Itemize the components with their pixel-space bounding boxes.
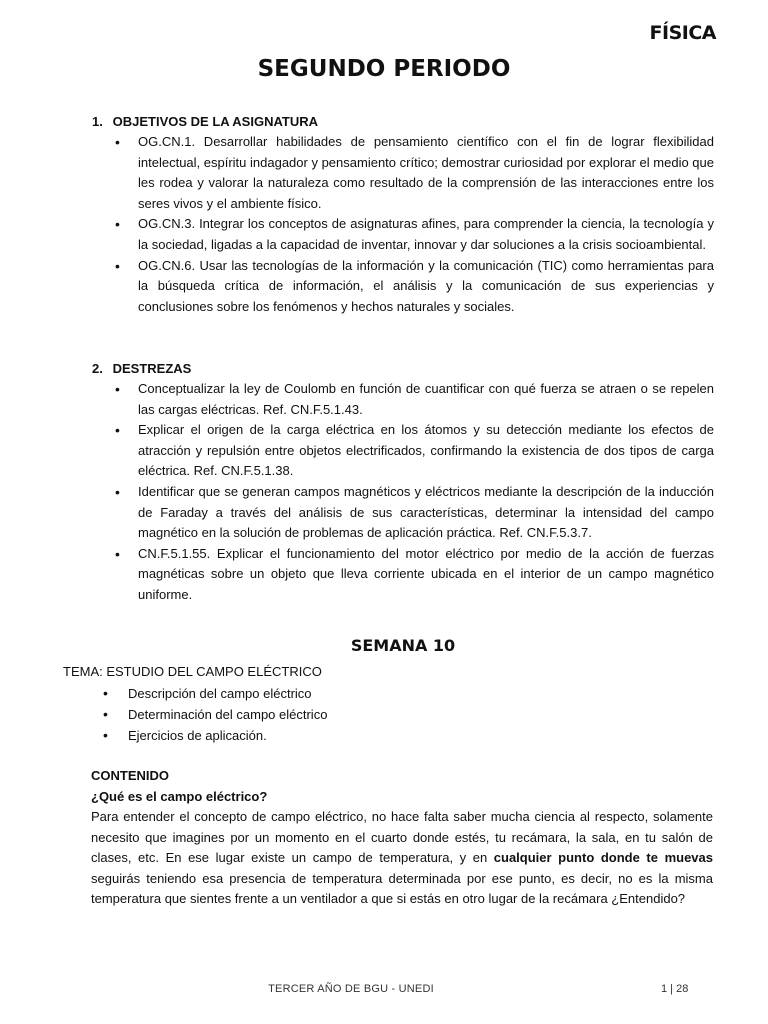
destrezas-list [92, 379, 714, 606]
objetivos-section [92, 112, 714, 317]
objetivos-heading: 1. OBJETIVOS DE LA ASIGNATURA [92, 114, 318, 129]
list-item: • OG.CN.3. Integrar los conceptos de asignaturas afines, para comprender la ciencia, la tecnología y la sociedad, ligadas a la capacidad de inventar, innovar y dar soluciones a la crisis socioambiental. [92, 214, 714, 255]
list-item: • Explicar el origen de la carga eléctrica en los átomos y su detección mediante los efectos de atracción y repulsión entre objetos electrificados, confirmando la existencia de dos tipos de carga eléctrica. Ref. CN.F.5.1.38. [92, 420, 714, 482]
list-item: • CN.F.5.1.55. Explicar el funcionamiento del motor eléctrico por medio de la acción de fuerzas magnéticas sobre un objeto que lleva corriente ubicada en el interior de un campo magnético uniforme. [92, 544, 714, 606]
tema-heading: TEMA: ESTUDIO DEL CAMPO ELÉCTRICO [63, 664, 322, 679]
destrezas-section [92, 359, 714, 606]
contenido-paragraph: Para entender el concepto de campo eléctrico, no hace falta saber mucha ciencia al respecto, solamente necesito que imagines por un momento en el cuarto donde estés, tu recámara, la sala, en tu salón de clases, etc. En ese lugar existe un campo de temperatura, y en cualquier punto donde te muevas seguirás teniendo esa presencia de temperatura determinada por ese punto, es decir, no es la misma temperatura que sientes frente a un ventilador a que si estás en otro lugar de la recámara ¿Entendido? [91, 809, 713, 907]
objetivos-list [92, 132, 714, 317]
contenido-heading: CONTENIDO [91, 768, 169, 783]
contenido-section [91, 766, 713, 910]
footer-text: TERCER AÑO DE BGU - UNEDI [268, 983, 434, 995]
list-item: • Determinación del campo eléctrico [82, 704, 327, 725]
list-item: • Identificar que se generan campos magnéticos y eléctricos mediante la descripción de la inducción de Faraday a través del análisis de sus características, determinar la intensidad del campo magnético en la solución de problemas de aplicación práctica. Ref. CN.F.5.3.7. [92, 482, 714, 544]
list-item: • Conceptualizar la ley de Coulomb en función de cuantificar con qué fuerza se atraen o se repelen las cargas eléctricas. Ref. CN.F.5.1.43. [92, 379, 714, 420]
subject-header: FÍSICA [649, 22, 716, 44]
destrezas-heading: 2. DESTREZAS [92, 361, 192, 376]
list-item: • Descripción del campo eléctrico [82, 683, 327, 704]
list-item: • Ejercicios de aplicación. [82, 725, 327, 746]
list-item: • OG.CN.6. Usar las tecnologías de la información y la comunicación (TIC) como herramientas para la búsqueda crítica de información, el análisis y la comunicación de sus experiencias y conclusiones sobre los fenómenos y hechos naturales y sociales. [92, 256, 714, 318]
week-heading: SEMANA 10 [350, 636, 456, 655]
list-item: • OG.CN.1. Desarrollar habilidades de pensamiento científico con el fin de lograr flexibilidad intelectual, espíritu indagador y pensamiento crítico; demostrar curiosidad por explorar el medio que les rodea y valorar la naturaleza como resultado de la comprensión de las interacciones entre los seres vivos y el ambiente físico. [92, 132, 714, 214]
tema-list [82, 683, 327, 746]
page-number: 1 | 28 [661, 983, 689, 995]
page-title: SEGUNDO PERIODO [257, 56, 511, 82]
contenido-question: ¿Qué es el campo eléctrico? [91, 788, 268, 804]
